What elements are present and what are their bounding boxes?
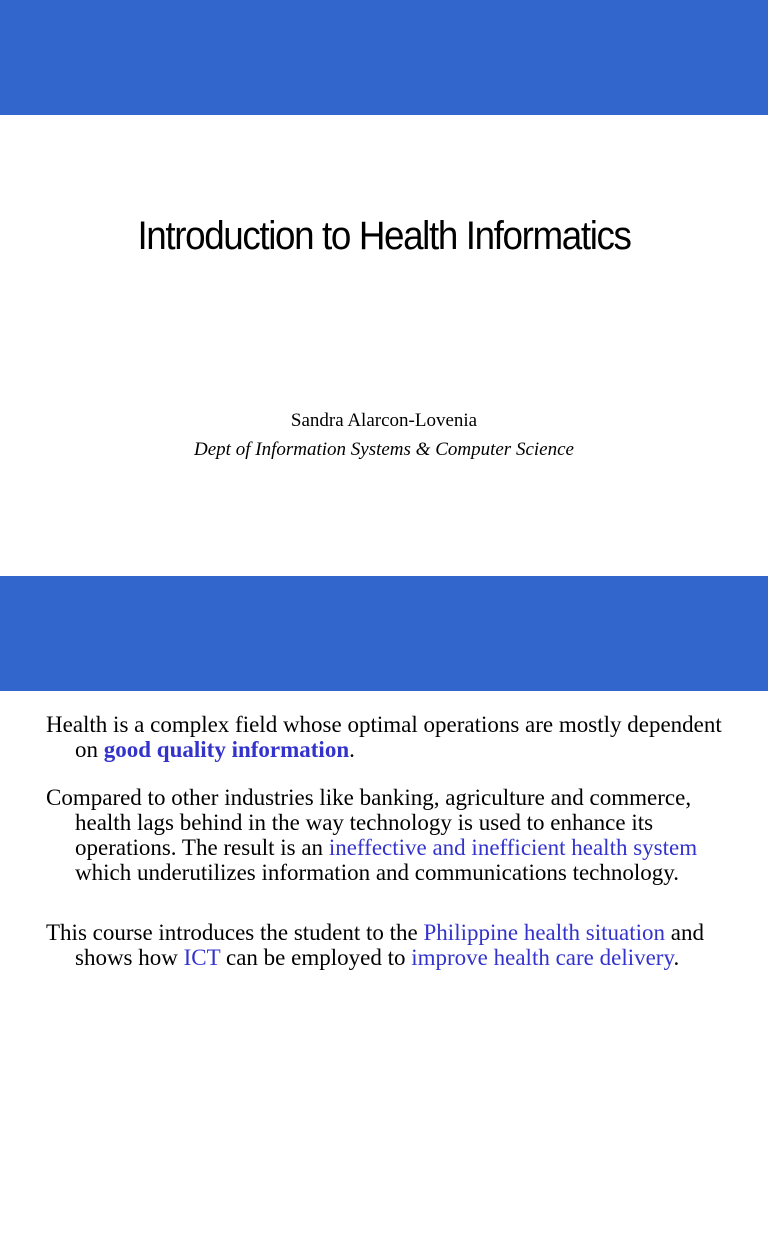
paragraph-2 — [46, 785, 736, 885]
presenter-name: Sandra Alarcon-Lovenia — [290, 410, 478, 431]
text: . — [349, 737, 355, 762]
highlight-text: ICT — [183, 945, 221, 970]
slide-header-bar — [0, 0, 768, 115]
highlight-text: improve health care delivery — [411, 945, 674, 970]
highlight-text: Philippine health situation — [423, 920, 665, 945]
text: This course introduces the student to the — [46, 920, 424, 945]
text: and shows how — [75, 920, 704, 970]
paragraph-1 — [46, 712, 736, 762]
highlight-text: good quality information — [103, 737, 350, 762]
text: Compared to other industries like banking, agriculture and commerce, health lags behind in the way technology is used to enhance its operations. The result is an — [46, 785, 692, 860]
text: can be employed to — [220, 945, 412, 970]
paragraph-3 — [46, 920, 736, 970]
highlight-text: ineffective and inefficient health system — [328, 835, 698, 860]
text: Health is a complex field whose optimal operations are mostly dependent on — [46, 712, 722, 762]
text: which underutilizes information and communications technology. — [75, 860, 680, 885]
slide-title: Introduction to Health Informatics — [137, 214, 631, 258]
department-name: Dept of Information Systems & Computer Science — [194, 439, 574, 460]
course-description-body — [46, 712, 736, 993]
section-title: Course Description — [46, 1196, 338, 1240]
text: . — [673, 945, 680, 970]
